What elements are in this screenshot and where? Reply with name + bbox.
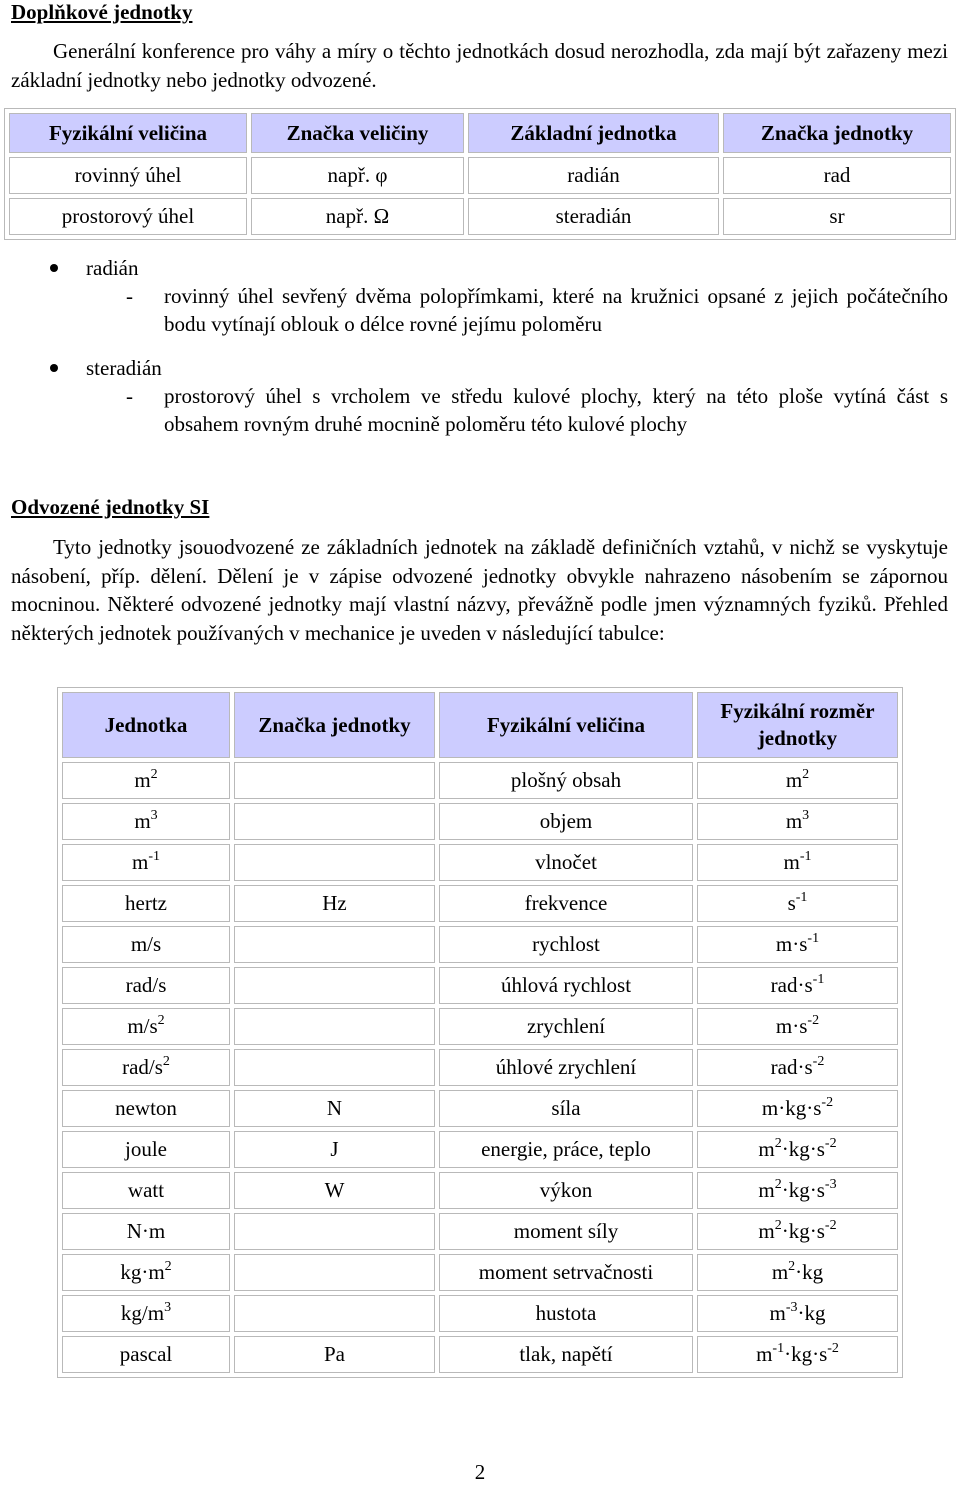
quantity-cell: úhlové zrychlení (439, 1049, 693, 1086)
symbol-cell: W (234, 1172, 435, 1209)
dimension-cell: $m^2\cdot kg\cdot s^{-2}$ (697, 1131, 898, 1168)
bullet-icon (50, 364, 58, 372)
quantity-cell: moment setrvačnosti (439, 1254, 693, 1291)
symbol-cell: Hz (234, 885, 435, 922)
quantity-cell: objem (439, 803, 693, 840)
dimension-cell: $m^2\cdot kg\cdot s^{-3}$ (697, 1172, 898, 1209)
dimension-cell: $m^2\cdot kg$ (697, 1254, 898, 1291)
symbol-cell (234, 1008, 435, 1045)
header-cell: Základní jednotka (468, 113, 719, 153)
header-cell: Značka jednotky (234, 692, 435, 758)
dimension-cell: $m^3$ (697, 803, 898, 840)
table-row (9, 198, 951, 235)
supplementary-units-table (4, 108, 956, 240)
table-row (62, 844, 898, 881)
table-row (62, 967, 898, 1004)
table-row (62, 926, 898, 963)
dimension-cell: $m^2\cdot kg\cdot s^{-2}$ (697, 1213, 898, 1250)
section-title-derived: Odvozené jednotky SI (11, 495, 210, 519)
unit-cell: $kg\cdot m^2$ (62, 1254, 230, 1291)
symbol-cell (234, 1049, 435, 1086)
table-cell: např. Ω (251, 198, 464, 235)
table-row (62, 803, 898, 840)
bullet-icon (50, 264, 58, 272)
dimension-cell: $s^{-1}$ (697, 885, 898, 922)
table-cell: steradián (468, 198, 719, 235)
table-header-row (62, 692, 898, 758)
quantity-cell: výkon (439, 1172, 693, 1209)
unit-cell: m/s (62, 926, 230, 963)
header-cell: Značka veličiny (251, 113, 464, 153)
definition-text: prostorový úhel s vrcholem ve středu kulové plochy, který na této ploše vytíná část s obsahem rovným druhé mocnině poloměru této kulové plochy (164, 384, 948, 436)
unit-cell: newton (62, 1090, 230, 1127)
table-row (62, 1049, 898, 1086)
dimension-cell: $m\cdot kg\cdot s^{-2}$ (697, 1090, 898, 1127)
table-row (62, 1090, 898, 1127)
quantity-cell: rychlost (439, 926, 693, 963)
table-row (62, 762, 898, 799)
unit-cell: rad/s (62, 967, 230, 1004)
definition-dash: - (126, 284, 133, 308)
definition-text: rovinný úhel sevřený dvěma polopřímkami, které na kružnici opsané z jejich počátečního bodu vytínají oblouk o délce rovné jejímu poloměru (164, 284, 948, 336)
dimension-cell: $rad\cdot s^{-1}$ (697, 967, 898, 1004)
unit-cell: $m^2$ (62, 762, 230, 799)
quantity-cell: hustota (439, 1295, 693, 1332)
header-cell: Značka jednotky (723, 113, 951, 153)
header-cell: Jednotka (62, 692, 230, 758)
quantity-cell: síla (439, 1090, 693, 1127)
definition-term: radián (86, 256, 139, 280)
symbol-cell (234, 1254, 435, 1291)
dimension-cell: $rad\cdot s^{-2}$ (697, 1049, 898, 1086)
symbol-cell: N (234, 1090, 435, 1127)
table-cell: sr (723, 198, 951, 235)
unit-cell: N·m (62, 1213, 230, 1250)
table-row (62, 885, 898, 922)
symbol-cell (234, 762, 435, 799)
table-row (9, 157, 951, 194)
unit-cell: $m/s^2$ (62, 1008, 230, 1045)
quantity-cell: vlnočet (439, 844, 693, 881)
symbol-cell (234, 926, 435, 963)
unit-cell: hertz (62, 885, 230, 922)
table-cell: rovinný úhel (9, 157, 247, 194)
symbol-cell (234, 1295, 435, 1332)
derived-units-table (57, 687, 903, 1378)
dimension-cell: $m^{-1}\cdot kg\cdot s^{-2}$ (697, 1336, 898, 1373)
table-row (62, 1295, 898, 1332)
header-cell: Fyzikální rozměr jednotky (697, 692, 898, 758)
unit-cell: watt (62, 1172, 230, 1209)
unit-cell: $m^{-1}$ (62, 844, 230, 881)
dimension-cell: $m^{-1}$ (697, 844, 898, 881)
table-cell: prostorový úhel (9, 198, 247, 235)
table-cell: rad (723, 157, 951, 194)
page-number: 2 (474, 1460, 486, 1484)
intro-paragraph: Generální konference pro váhy a míry o těchto jednotkách dosud nerozhodla, zda mají být zařazeny mezi základní jednotky nebo jednotky odvozené. (11, 39, 948, 92)
table-cell: radián (468, 157, 719, 194)
table-row (62, 1336, 898, 1373)
symbol-cell: J (234, 1131, 435, 1168)
dimension-cell: $m^2$ (697, 762, 898, 799)
unit-cell: $m^3$ (62, 803, 230, 840)
quantity-cell: zrychlení (439, 1008, 693, 1045)
definition-dash: - (126, 384, 133, 408)
section-title-supplementary: Doplňkové jednotky (11, 0, 193, 24)
dimension-cell: $m\cdot s^{-1}$ (697, 926, 898, 963)
table-cell: např. φ (251, 157, 464, 194)
table-row (62, 1172, 898, 1209)
symbol-cell (234, 1213, 435, 1250)
unit-cell: joule (62, 1131, 230, 1168)
table-row (62, 1131, 898, 1168)
symbol-cell (234, 844, 435, 881)
dimension-cell: $m\cdot s^{-2}$ (697, 1008, 898, 1045)
table-row (62, 1008, 898, 1045)
header-cell: Fyzikální veličina (9, 113, 247, 153)
table-row (62, 1254, 898, 1291)
definition-term: steradián (86, 356, 162, 380)
symbol-cell: Pa (234, 1336, 435, 1373)
symbol-cell (234, 803, 435, 840)
unit-cell: pascal (62, 1336, 230, 1373)
quantity-cell: energie, práce, teplo (439, 1131, 693, 1168)
symbol-cell (234, 967, 435, 1004)
table-row (62, 1213, 898, 1250)
quantity-cell: tlak, napětí (439, 1336, 693, 1373)
derived-paragraph: Tyto jednotky jsouodvozené ze základních jednotek na základě definičních vztahů, v nichž se vyskytuje násobení, příp. dělení. Dělení je v zápise odvozené jednotky obvykle nahrazeno násobením se zápornou mocninou. Některé odvozené jednotky mají vlastní názvy, převážně podle jmen významných fyziků. Přehled některých jednotek používaných v mechanice je uveden v následující tabulce: (11, 535, 948, 645)
quantity-cell: úhlová rychlost (439, 967, 693, 1004)
header-cell: Fyzikální veličina (439, 692, 693, 758)
quantity-cell: moment síly (439, 1213, 693, 1250)
table-header-row (9, 113, 951, 153)
quantity-cell: frekvence (439, 885, 693, 922)
derived-units-body (62, 762, 898, 1373)
unit-cell: rad/$s^2$ (62, 1049, 230, 1086)
unit-cell: $kg/m^3$ (62, 1295, 230, 1332)
dimension-cell: $m^{-3}\cdot kg$ (697, 1295, 898, 1332)
quantity-cell: plošný obsah (439, 762, 693, 799)
